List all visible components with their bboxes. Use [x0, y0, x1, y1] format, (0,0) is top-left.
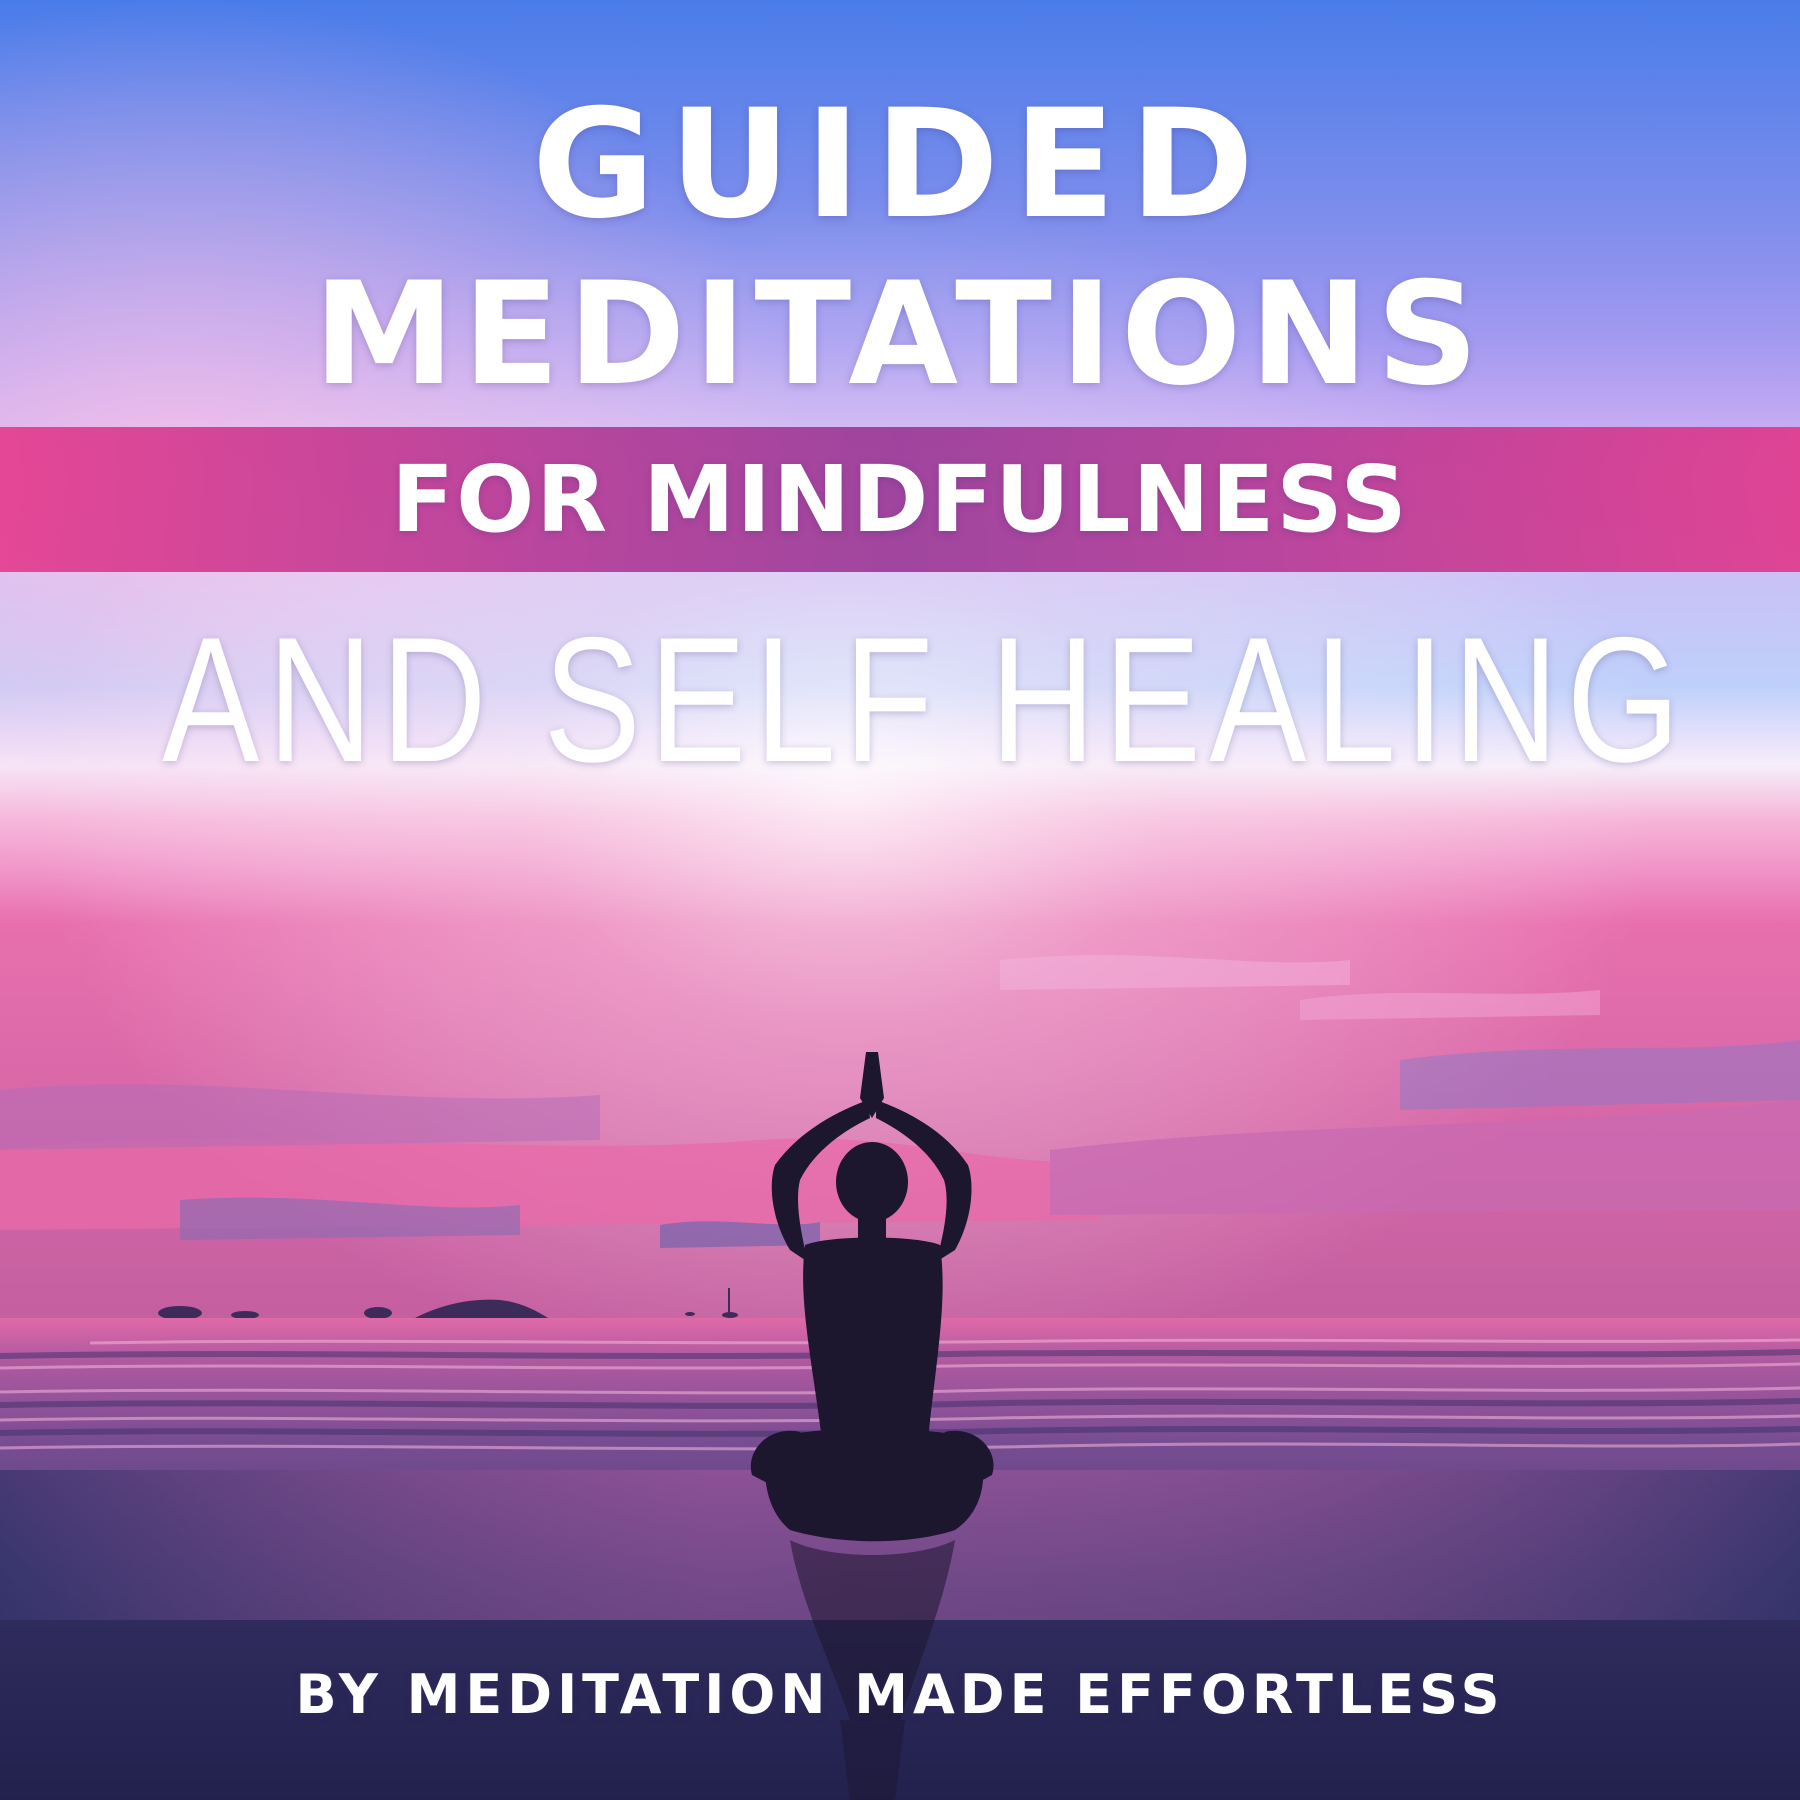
- author-byline: BY MEDITATION MADE EFFORTLESS: [295, 1663, 1505, 1726]
- title-line-guided: GUIDED: [531, 78, 1269, 252]
- title-line-meditations: MEDITATIONS: [313, 252, 1487, 417]
- banner-text-for-mindfulness: FOR MINDFULNESS: [391, 446, 1409, 553]
- title-line-and-self-healing: AND SELF HEALING: [162, 600, 1689, 799]
